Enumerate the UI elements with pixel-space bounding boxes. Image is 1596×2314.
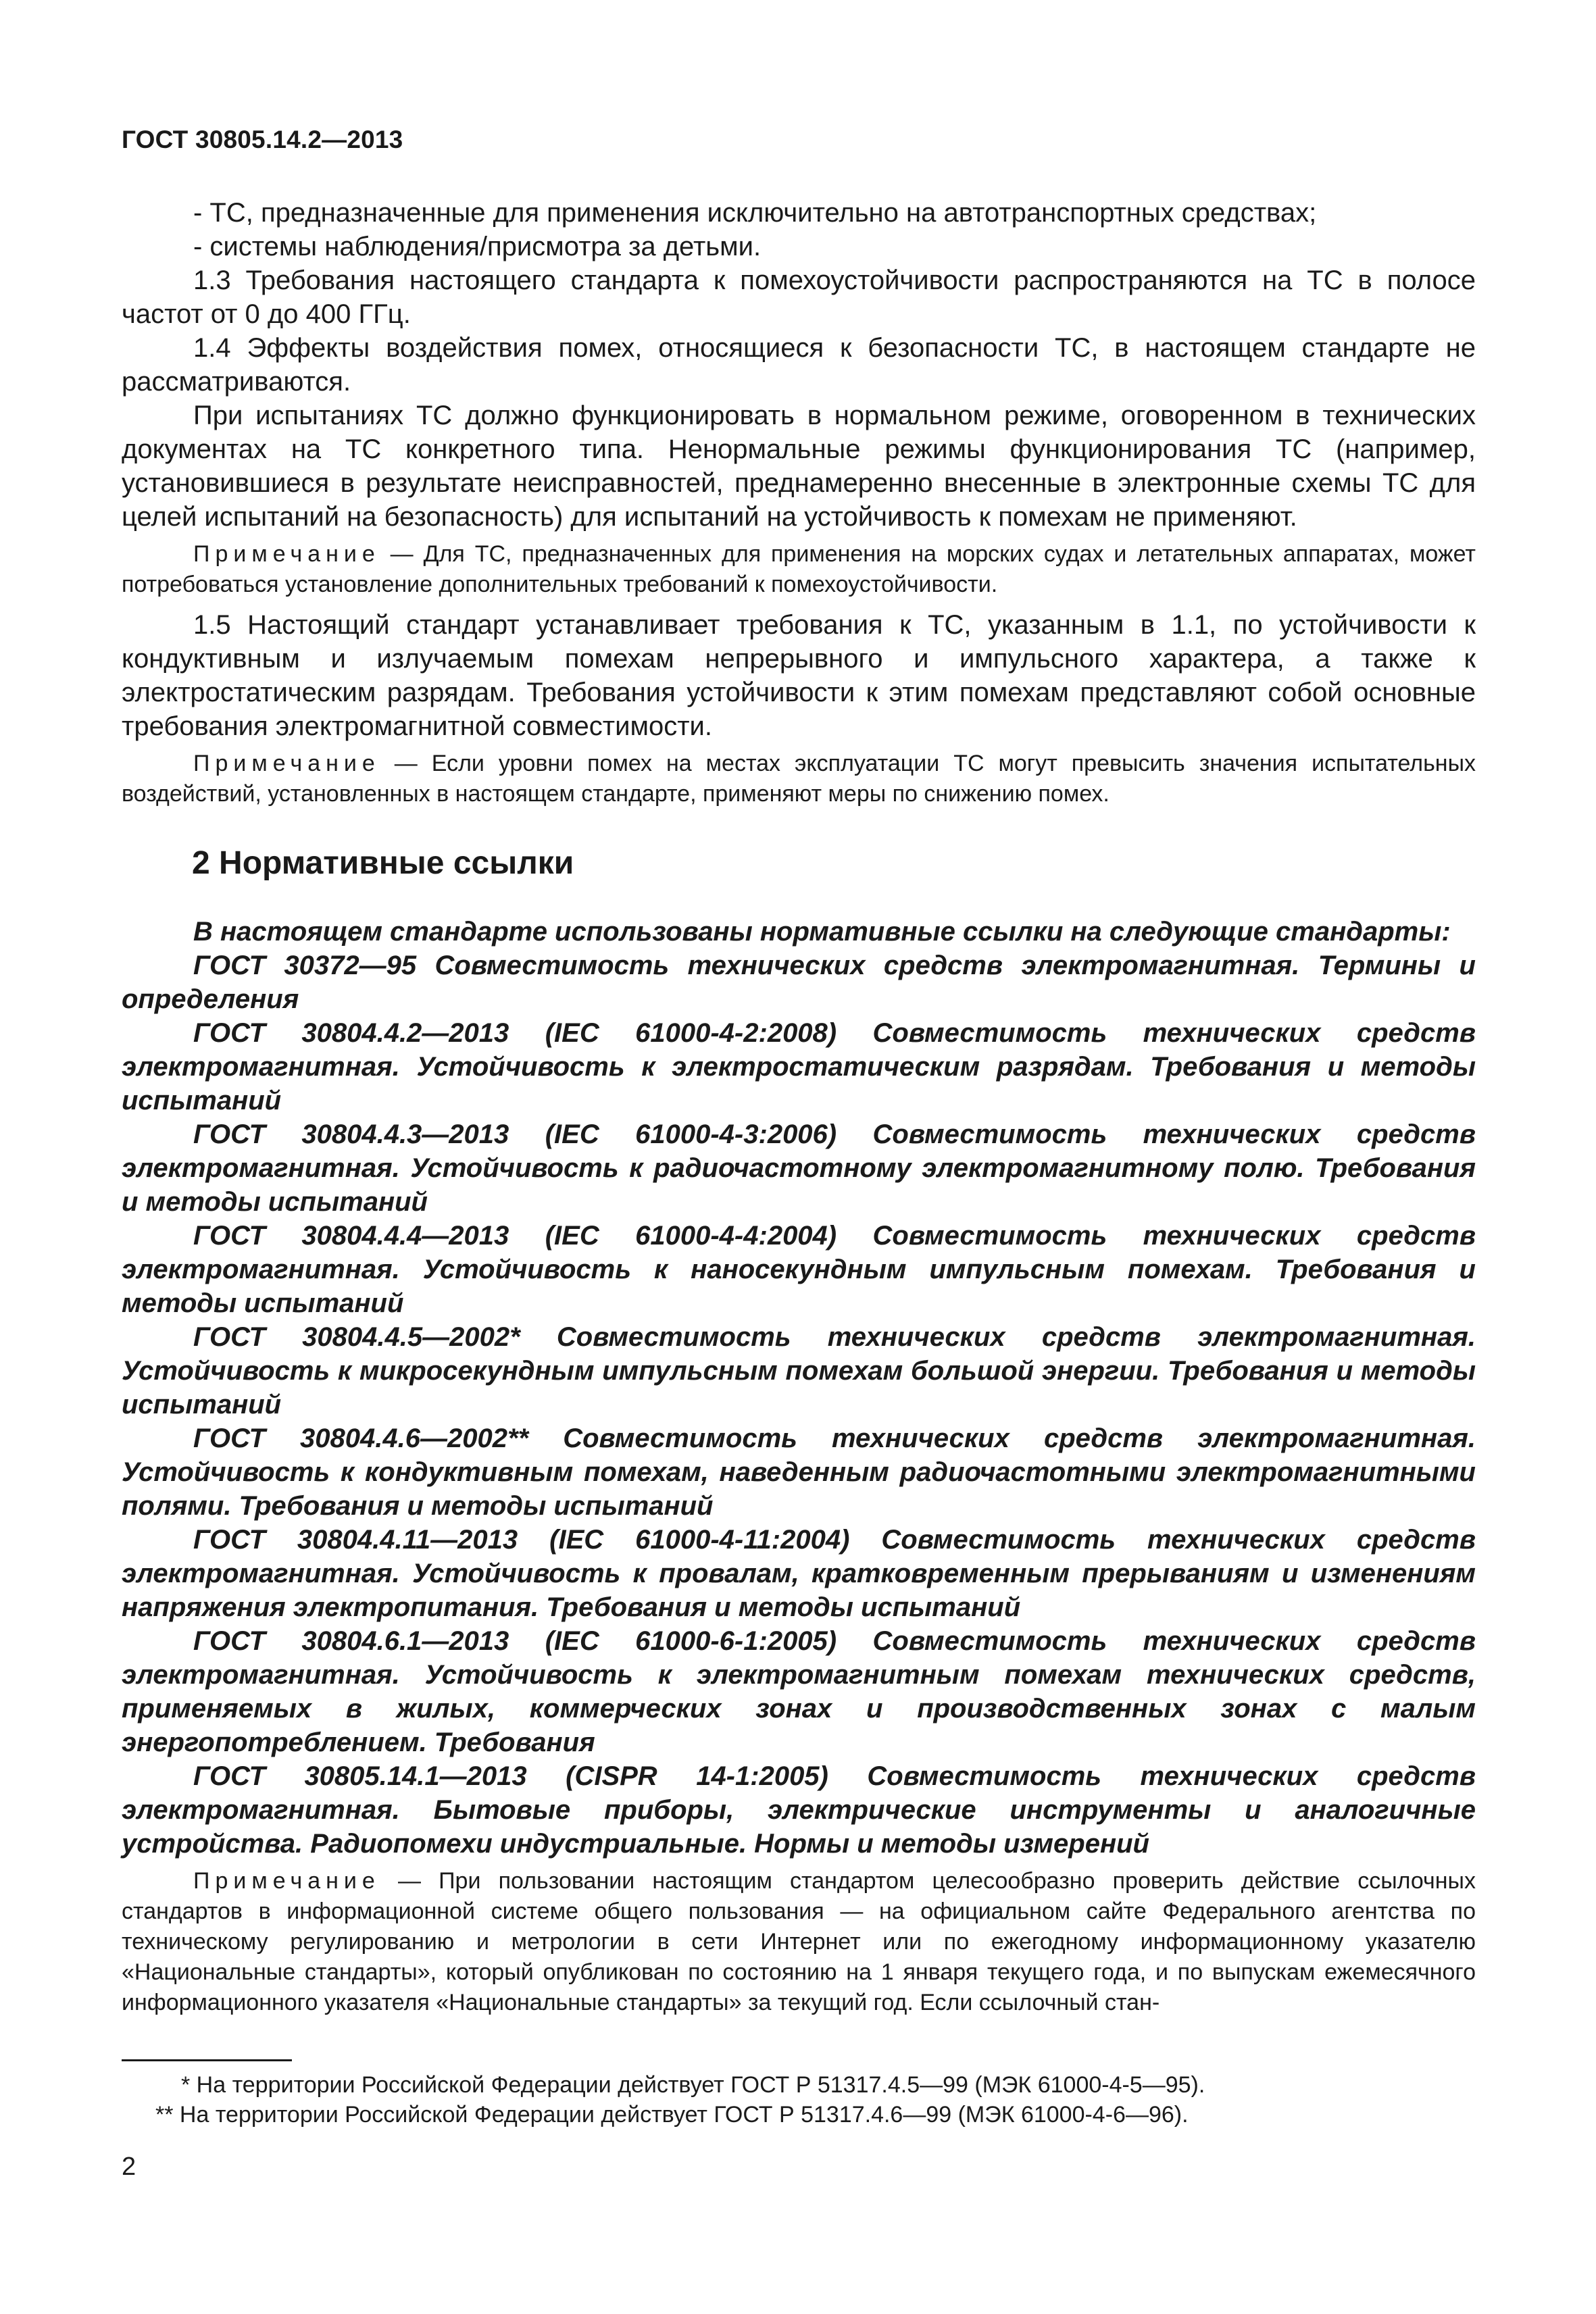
- page-number: 2: [122, 2153, 136, 2181]
- reference-item: ГОСТ 30804.4.2—2013 (IEC 61000-4-2:2008) Совместимость технических средств электромагнитная. Устойчивость к электростатическим разрядам. Требования и методы испытаний: [122, 1018, 1476, 1115]
- note-3: [122, 1866, 1476, 2018]
- list-item: - системы наблюдения/присмотра за детьми.: [193, 232, 762, 261]
- footnote-divider: [122, 2059, 292, 2061]
- note-text: — Если уровни помех на местах эксплуатации ТС могут превысить значения испытательных воздействий, установленных в настоящем стандарте, применяют меры по снижению помех.: [122, 751, 1476, 807]
- reference-item: ГОСТ 30804.4.11—2013 (IEC 61000-4-11:2004) Совместимость технических средств электромагнитная. Устойчивость к провалам, кратковременным прерываниям и изменениям напряжения электропитания. Требования и методы испытаний: [122, 1525, 1476, 1622]
- note-label: Примечание: [193, 751, 380, 776]
- paragraph-1-4-continued: При испытаниях ТС должно функционировать в нормальном режиме, оговоренном в технических документах на ТС конкретного типа. Ненормальные режимы функционирования ТС (например, установившиеся в результате неисправностей, преднамеренно внесенные в электронные схемы ТС для целей испытаний на безопасность) для испытаний на устойчивость к помехам не применяют.: [122, 401, 1476, 532]
- footnotes: [122, 2070, 1476, 2130]
- reference-item: ГОСТ 30805.14.1—2013 (CISPR 14-1:2005) Совместимость технических средств электромагнитная. Бытовые приборы, электрические инструменты и аналогичные устройства. Радиопомехи индустриальные. Нормы и методы измерений: [122, 1761, 1476, 1859]
- note-label: Примечание: [193, 1868, 380, 1894]
- reference-item: ГОСТ 30372—95 Совместимость технических средств электромагнитная. Термины и определения: [122, 951, 1476, 1014]
- reference-item: ГОСТ 30804.6.1—2013 (IEC 61000-6-1:2005) Совместимость технических средств электромагнитная. Устойчивость к электромагнитным помехам технических средств, применяемых в жилых, коммерческих зонах и производственных зонах с малым энергопотреблением. Требования: [122, 1626, 1476, 1757]
- document-body: [122, 196, 1476, 2026]
- page-header-standard-id: ГОСТ 30805.14.2—2013: [122, 126, 403, 153]
- reference-item: ГОСТ 30804.4.6—2002** Совместимость технических средств электромагнитная. Устойчивость к кондуктивным помехам, наведенным радиочастотными электромагнитными полями. Требования и методы испытаний: [122, 1424, 1476, 1521]
- footnote-2: ** На территории Российской Федерации действует ГОСТ Р 51317.4.6—99 (МЭК 61000-4-6—96).: [155, 2102, 1189, 2128]
- note-2: [122, 749, 1476, 809]
- section-heading: 2 Нормативные ссылки: [192, 845, 574, 881]
- paragraph-1-5: 1.5 Настоящий стандарт устанавливает требования к ТС, указанным в 1.1, по устойчивости к кондуктивным и излучаемым помехам непрерывного и импульсного характера, а также к электростатическим разрядам. Требования устойчивости к этим помехам представляют собой основные требования электромагнитной совместимости.: [122, 610, 1476, 741]
- footnote-1: * На территории Российской Федерации действует ГОСТ Р 51317.4.5—99 (МЭК 61000-4-5—95).: [181, 2072, 1205, 2098]
- paragraph-1-4: 1.4 Эффекты воздействия помех, относящиеся к безопасности ТС, в настоящем стандарте не рассматриваются.: [122, 333, 1476, 397]
- note-1: [122, 539, 1476, 600]
- reference-item: ГОСТ 30804.4.4—2013 (IEC 61000-4-4:2004) Совместимость технических средств электромагнитная. Устойчивость к наносекундным импульсным помехам. Требования и методы испытаний: [122, 1221, 1476, 1318]
- note-text: — При пользовании настоящим стандартом целесообразно проверить действие ссылочных стандартов в информационной системе общего пользования — на официальном сайте Федерального агентства по техническому регулированию и метрологии в сети Интернет или по ежегодному информационному указателю «Национальные стандарты», который опубликован по состоянию на 1 января текущего года, и по выпускам ежемесячного информационного указателя «Национальные стандарты» за текущий год. Если ссылочный стан-: [122, 1868, 1476, 2015]
- reference-item: ГОСТ 30804.4.5—2002* Совместимость технических средств электромагнитная. Устойчивость к микросекундным импульсным помехам большой энергии. Требования и методы испытаний: [122, 1322, 1476, 1419]
- reference-item: ГОСТ 30804.4.3—2013 (IEC 61000-4-3:2006) Совместимость технических средств электромагнитная. Устойчивость к радиочастотному электромагнитному полю. Требования и методы испытаний: [122, 1120, 1476, 1217]
- note-label: Примечание: [193, 541, 380, 567]
- list-item: - ТС, предназначенные для применения исключительно на автотранспортных средствах;: [193, 198, 1317, 228]
- note-text: — Для ТС, предназначенных для применения на морских судах и летательных аппаратах, может потребоваться установление дополнительных требований к помехоустойчивости.: [122, 541, 1476, 597]
- references-intro: В настоящем стандарте использованы нормативные ссылки на следующие стандарты:: [193, 917, 1451, 947]
- paragraph-1-3: 1.3 Требования настоящего стандарта к помехоустойчивости распространяются на ТС в полосе частот от 0 до 400 ГГц.: [122, 266, 1476, 329]
